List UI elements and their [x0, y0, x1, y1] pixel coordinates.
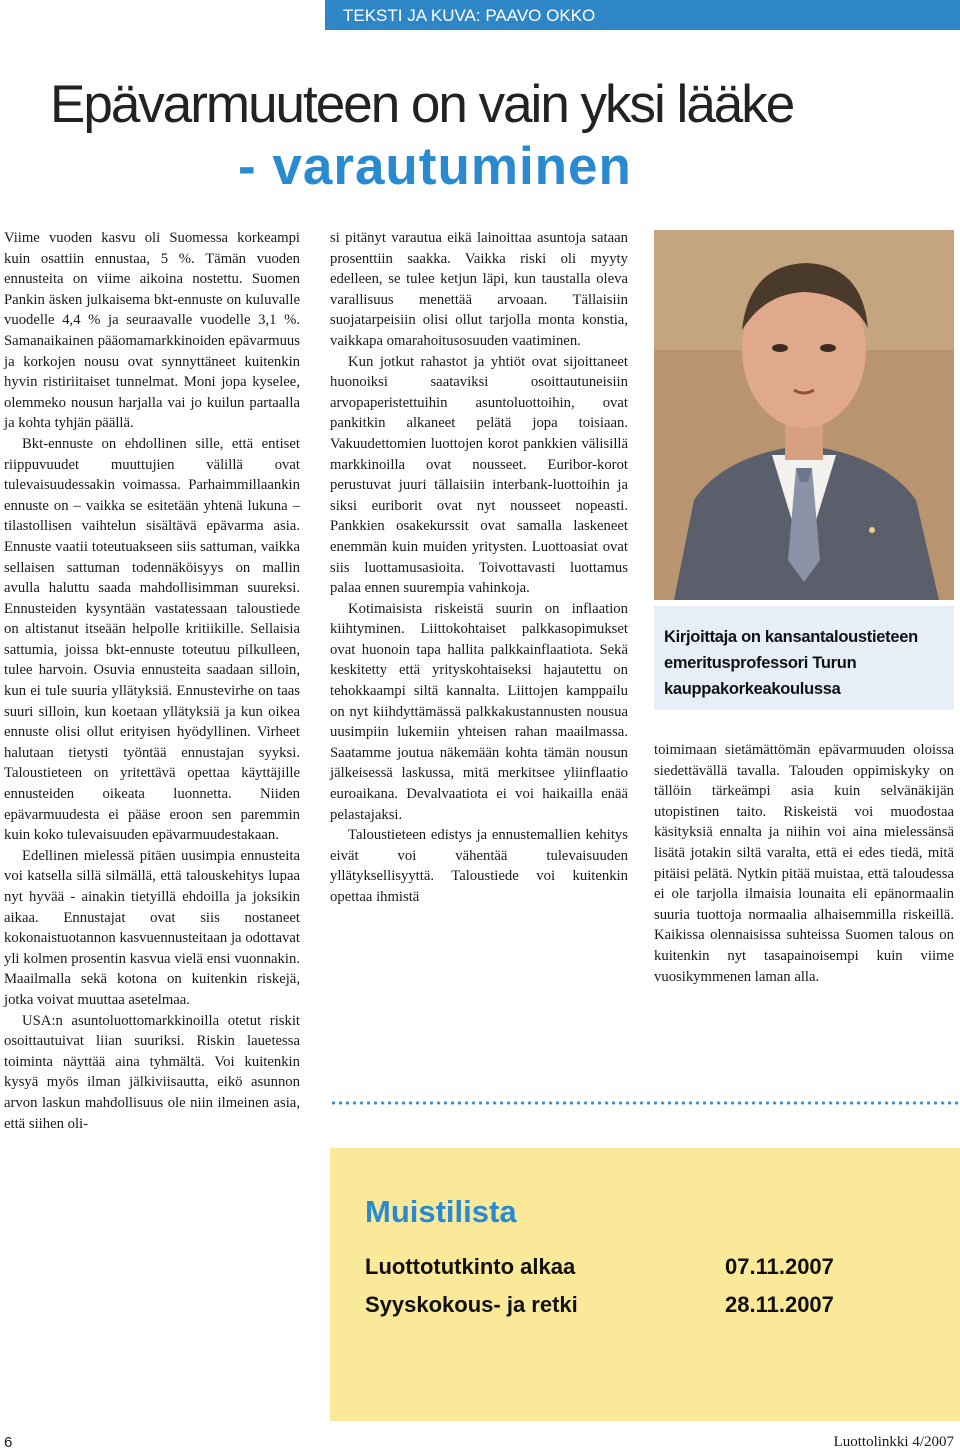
page-number: 6 [4, 1434, 13, 1451]
memo-item [365, 1292, 925, 1322]
author-caption [654, 606, 954, 710]
paragraph: Edellinen mielessä pitäen uusimpia ennusteita voi katsella sillä silmällä, että talouskehitys lupaa nyt hyvää - ainakin tietyillä ehdoilla ja joksikin aikaa. Ennustajat ovat siis nostaneet kokonaistuotannon kasvuennusteitaan ja odottavat yli kolmen prosentin kasvua vielä ensi vuonnakin. Maailmalla sekä kotona on kuitenkin riskejä, jotka voivat muuttaa asetelmaa. [4, 847, 300, 1008]
caption-text: Kirjoittaja on kansantaloustieteen emeritusprofessori Turun kauppakorkeakoulussa [664, 628, 918, 698]
memo-item-name: Luottotutkinto alkaa [365, 1254, 576, 1279]
paragraph: Viime vuoden kasvu oli Suomessa korkeampi kuin osattiin ennustaa, 5 %. Tämän vuoden ennusteita on viime aikoina nostettu. Suomen Pankin äsken julkaisema bkt-ennuste on kuluvalle vuodelle 4,4 % ja seuraavalle vuodelle 3,1 %. Samanaikainen pääomamarkkinoiden epävarmuus ja korkojen nousu ovat synnyttäneet kuitenkin hyvin ristiriitaiset tunnelmat. Moni jopa kyselee, olemmeko nousun harjalla vai jo kuilun partaalla ja kohta tyhjän päällä. [4, 230, 300, 432]
publication-footer: Luottolinkki 4/2007 [833, 1434, 954, 1450]
paragraph: Bkt-ennuste on ehdollinen sille, että entiset riippuvuudet muuttujien välillä ovat tulevaisuudessakin voimassa. Parhaimmillaankin ennuste on – vaikka se esitetään yhtenä lukuna – tilastollisen vaihtelun sisältävä epävarma asia. Ennuste vaatii toteutuakseen siis sattuman, vaikka sellaisen sattuman todennäköisyys on mallin avulla haluttu saada mahdollisimman suureksi. Ennusteiden kysyntään vastatessaan taloustiede on altistanut itseään helpolle kritiikille. Sellaisia sattumia, joissa bkt-ennuste toteutuu pilkulleen, tulee harvoin. Osuvia ennusteita saadaan silloin, kun ei tule suuria yllätyksiä. Ennustevirhe on taas suuri silloin, kun koetaan yllätyksiä ja kun oikea ennuste olisi ollut erityisen hyödyllinen. Virheet halutaan tietysti työntää ennustajan syyksi. Taloustieteen on yritettävä opettaa käyttäjille ennusteiden oikeata luonnetta. Niiden epävarmuudesta ei pääse eroon sen paremmin kuin koko tulevaisuuden epävarmuudestakaan. [4, 435, 300, 844]
memo-item-name: Syyskokous- ja retki [365, 1292, 578, 1317]
paragraph: toimimaan sietämättömän epävarmuuden oloissa siedettävällä tavalla. Talouden oppimiskyky on tällöin tärkeämpi asia kuin selvänäkijän utopistinen taito. Riskeistä voi muodostaa käsityksiä ennalta ja niihin voi aina mielessänsä lisätä jotakin siltä varalta, että ei edes tiedä, mitä pitäisi pelätä. Nytkin pitää muistaa, että taloudessa ei ole tarjolla ilmaisia lounaita eli epänormaalin suuria tuottoja normaalia alhaisemmilla riskeillä. Kaikissa olennaisissa suhteissa Suomen talous on kuitenkin nyt tasapainoisempi kuin viime vuosikymmenen laman alla. [654, 742, 954, 985]
headline: Epävarmuuteen on vain yksi lääke [50, 75, 794, 134]
memo-item [365, 1254, 925, 1284]
body-column-left [4, 228, 300, 1134]
dotted-divider [330, 1100, 960, 1106]
paragraph: si pitänyt varautua eikä lainoittaa asuntoja sataan prosenttiin saakka. Vaikka riski oli myyty edelleen, se tulee ketjun läpi, kun taustalla oleva varallisuus menettää arvoaan. Tällaisiin suojatarpeisiin olisi ollut tarjolla monta konstia, vaikkapa omarahoitusosuuden vaatiminen. [330, 230, 628, 349]
memo-item-date: 07.11.2007 [725, 1254, 834, 1279]
headline-accent: - varautuminen [238, 137, 632, 196]
paragraph: Taloustieteen edistys ja ennustemallien kehitys eivät voi vähentää tulevaisuuden yllätyksellisyyttä. Taloustiede voi kuitenkin opettaa ihmistä [330, 827, 628, 905]
memo-title: Muistilista [365, 1194, 517, 1229]
body-column-middle [330, 228, 628, 908]
photo-credit-bar [325, 0, 960, 30]
body-column-right [654, 740, 954, 987]
memo-item-date: 28.11.2007 [725, 1292, 834, 1317]
paragraph: Kun jotkut rahastot ja yhtiöt ovat sijoittaneet huonoiksi saataviksi osoittautuneisiin arvopaperistettuihin asuntoluottoihin, ovat pankitkin alkaneet pelätä jopa toisiaan. Vakuudettomien luottojen korot pankkien välisillä markkinoilla ovat nousseet. Euribor-korot perustuvat juuri tällaisiin interbank-luottoihin ja siksi euriborit ovat nyt nousseet nopeasti. Pankkien osakekurssit ovat samalla laskeneet enemmän kuin muiden yritysten. Luottoasiat ovat siis luottamusasioita. Toivottavasti luottamus palaa ennen suurempia vahinkoja. [330, 353, 628, 597]
credit-text: TEKSTI JA KUVA: PAAVO OKKO [343, 6, 596, 25]
paragraph: Kotimaisista riskeistä suurin on inflaation kiihtyminen. Liittokohtaiset palkkasopimukset ovat huonoin tapa hallita palkkainflaatiota. Sekä keskitetty että yrityskohtaiseksi hajautettu on tehokkaampi siltä kannalta. Liittojen kamppailu on nyt kiihdyttämässä palkkakustannusten nousua uusimpiin lukemiin yhteisen rahan maailmassa. Saatamme joutua näkemään kohta tämän nousun jälkeisessä laskussa, mitä merkitsee yliinflaatio euroaikana. Devalvaatiota ei voi haikailla enää pelastajaksi. [330, 600, 628, 823]
memo-box [330, 1148, 960, 1421]
author-portrait [654, 230, 954, 600]
paragraph: USA:n asuntoluottomarkkinoilla otetut riskit osoittautuivat liian suuriksi. Riskin lauetessa toiminta näyttää aina tyhmältä. Voi kuitenkin kysyä myös ilman jälkiviisautta, eikö asunnon arvon laskun mahdollisuus ole niin ilmeinen asia, että siihen oli- [4, 1012, 300, 1132]
portrait-illustration [654, 230, 954, 600]
